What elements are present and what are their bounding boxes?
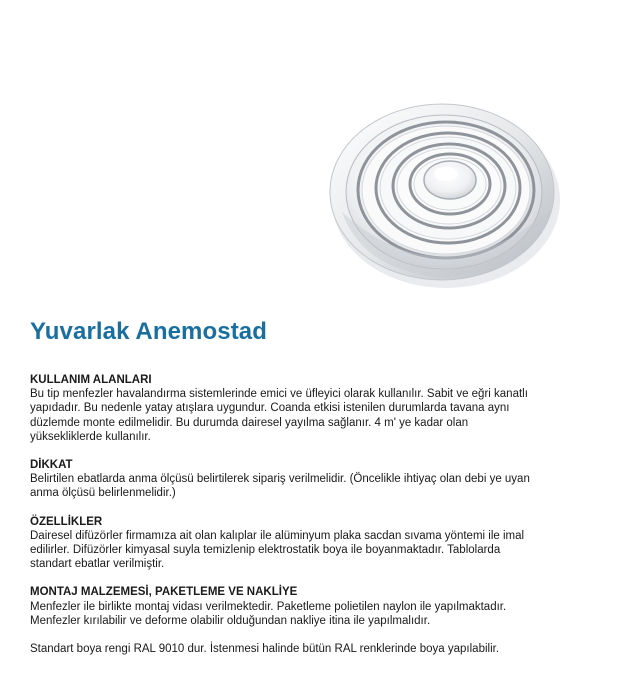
body-line: Bu tip menfezler havalandırma sistemlerinde emici ve üfleyici olarak kullanılır. Sabit ve eğri kanatlı [30, 388, 528, 401]
body-line: yapıdadır. Bu nedenle yatay atışlara uygundur. Coanda etkisi istenilen durumlarda tavana aynı [30, 402, 510, 415]
section-usage-areas [30, 373, 590, 444]
section-features [30, 515, 590, 572]
section-mounting-packaging-shipping [30, 585, 590, 628]
body-line: yüksekliklerde kullanılır. [30, 430, 151, 443]
paint-color-note: Standart boya rengi RAL 9010 dur. İstenmesi halinde bütün RAL renklerinde boya yapılabilir. [30, 643, 500, 656]
body-line: Belirtilen ebatlarda anma ölçüsü belirtilerek sipariş verilmelidir. (Öncelikle ihtiyaç olan debi ye uyan [30, 473, 530, 486]
body-line: Dairesel difüzörler firmamıza ait olan kalıplar ile alüminyum plaka sacdan sıvama yöntemi ile imal [30, 529, 525, 542]
body-line: edilirler. Difüzörler kimyasal suyla temizlenip elektrostatik boya ile boyanmaktadır. Tablolarda [30, 544, 501, 557]
section-heading: KULLANIM ALANLARI [30, 374, 152, 386]
section-body [30, 472, 590, 500]
document-body [30, 373, 590, 656]
section-body [30, 529, 590, 572]
body-line: Menfezler kırılabilir ve deforme olabilir olduğundan nakliye itina ile yapılmalıdır. [30, 614, 431, 627]
section-heading: DİKKAT [30, 459, 73, 472]
section-heading: MONTAJ MALZEMESİ, PAKETLEME VE NAKLİYE [30, 586, 298, 599]
section-body [30, 600, 590, 628]
body-line: düzlemde monte edilmelidir. Bu durumda dairesel yayılma sağlanır. 4 m' ye kadar olan [30, 416, 469, 429]
page-title: Yuvarlak Anemostad [30, 318, 268, 345]
body-line: Menfezler ile birlikte montaj vidası verilmektedir. Paketleme polietilen naylon ile yapılmaktadır. [30, 600, 507, 613]
body-line: anma ölçüsü belirlenmelidir.) [30, 487, 176, 500]
section-heading: ÖZELLİKLER [30, 515, 103, 528]
body-line: standart ebatlar verilmiştir. [30, 558, 165, 571]
section-attention [30, 458, 590, 501]
round-diffuser-image [322, 92, 562, 292]
section-body [30, 387, 590, 444]
